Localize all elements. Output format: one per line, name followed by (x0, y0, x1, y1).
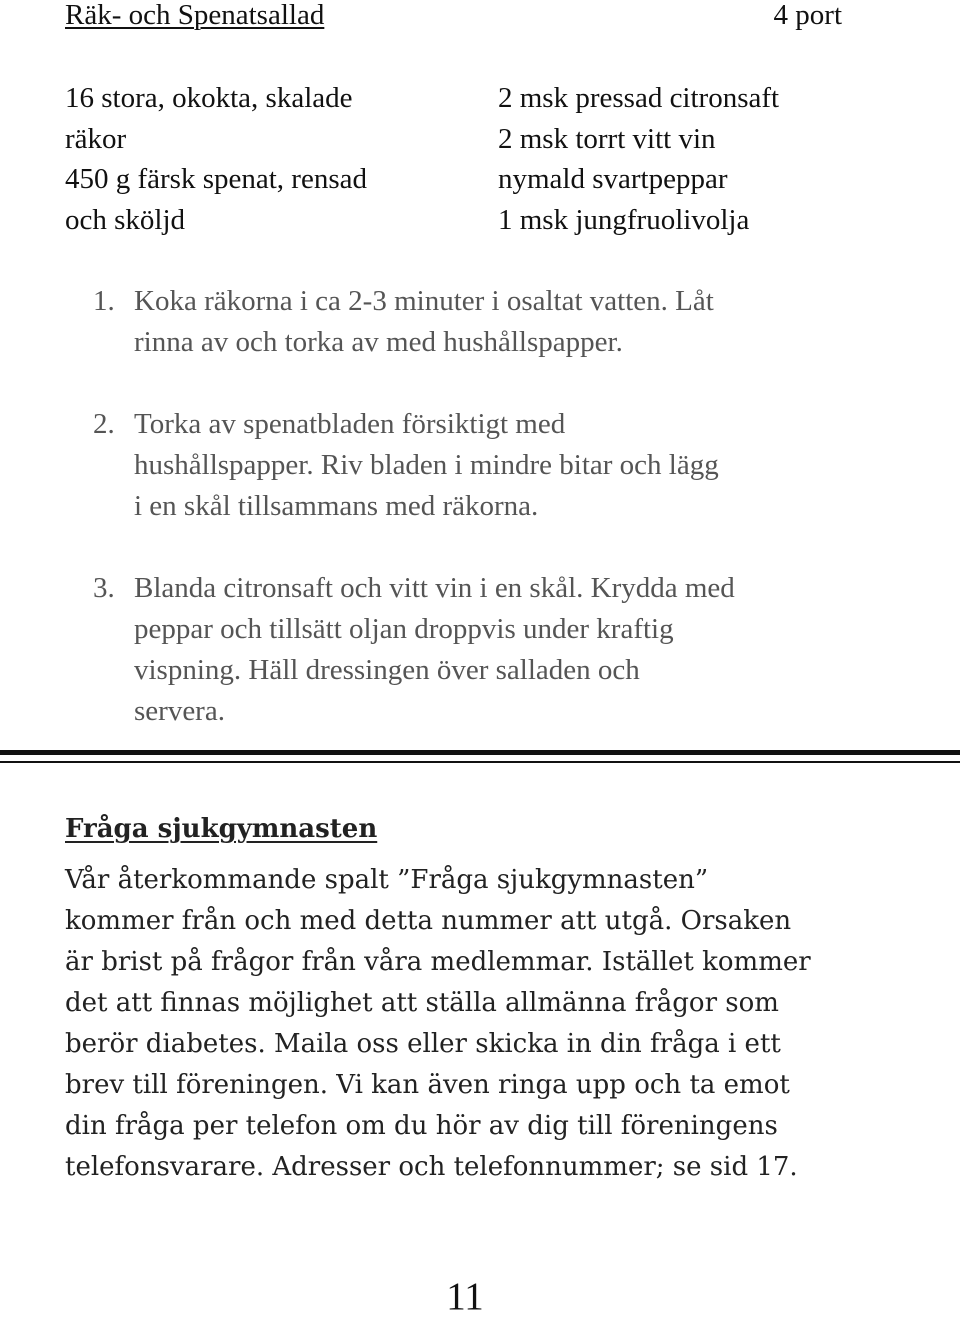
portions-label: 4 port (773, 0, 842, 31)
step-line: Koka räkorna i ca 2-3 minuter i osaltat vatten. Låt (134, 285, 714, 317)
ingredient-line: räkor (65, 122, 127, 155)
column-text-line: din fråga per telefon om du hör av dig till föreningens (65, 1111, 778, 1141)
step-line: peppar och tillsätt oljan droppvis under kraftig (134, 613, 674, 645)
ingredients-right (498, 78, 779, 240)
step-line: servera. (134, 695, 225, 727)
ingredient-line: och sköljd (65, 203, 186, 236)
recipe-step (93, 404, 883, 527)
step-number: 3. (93, 572, 115, 604)
ingredients-left (65, 78, 367, 240)
column-heading: Fråga sjukgymnasten (65, 814, 378, 844)
recipe-title: Räk- och Spenatsallad (65, 0, 325, 31)
section-divider-thick (0, 750, 960, 755)
step-line: hushållspapper. Riv bladen i mindre bitar och lägg (134, 449, 719, 481)
recipe-step (93, 281, 883, 363)
page-number: 11 (446, 1275, 484, 1318)
step-line: rinna av och torka av med hushållspapper. (134, 326, 623, 358)
column-text-line: det att finnas möjlighet att ställa allmänna frågor som (65, 988, 779, 1018)
column-text-line: telefonsvarare. Adresser och telefonnummer; se sid 17. (65, 1152, 798, 1182)
column-text-line: kommer från och med detta nummer att utgå. Orsaken (65, 906, 792, 936)
ingredient-line: 2 msk torrt vitt vin (498, 122, 716, 155)
ingredient-line: 2 msk pressad citronsaft (498, 82, 780, 114)
column-text-line: är brist på frågor från våra medlemmar. Istället kommer (65, 947, 811, 977)
column-text-line: Vår återkommande spalt ”Fråga sjukgymnasten” (65, 865, 709, 895)
step-number: 2. (93, 408, 115, 440)
ingredient-line: 1 msk jungfruolivolja (498, 203, 750, 236)
column-text-line: brev till föreningen. Vi kan även ringa upp och ta emot (65, 1070, 790, 1100)
step-line: vispning. Häll dressingen över salladen och (134, 654, 640, 686)
ingredient-line: 16 stora, okokta, skalade (65, 82, 353, 114)
recipe-steps (93, 281, 883, 732)
step-line: Torka av spenatbladen försiktigt med (134, 408, 566, 440)
recipe-step (93, 568, 883, 732)
ingredient-line: 450 g färsk spenat, rensad (65, 163, 367, 195)
column-body (65, 860, 811, 1188)
ingredient-line: nymald svartpeppar (498, 163, 728, 195)
section-divider-thin (0, 761, 960, 763)
step-line: Blanda citronsaft och vitt vin i en skål. Krydda med (134, 572, 735, 604)
column-text-line: berör diabetes. Maila oss eller skicka in din fråga i ett (65, 1029, 781, 1059)
step-number: 1. (93, 285, 115, 317)
step-line: i en skål tillsammans med räkorna. (134, 490, 539, 522)
